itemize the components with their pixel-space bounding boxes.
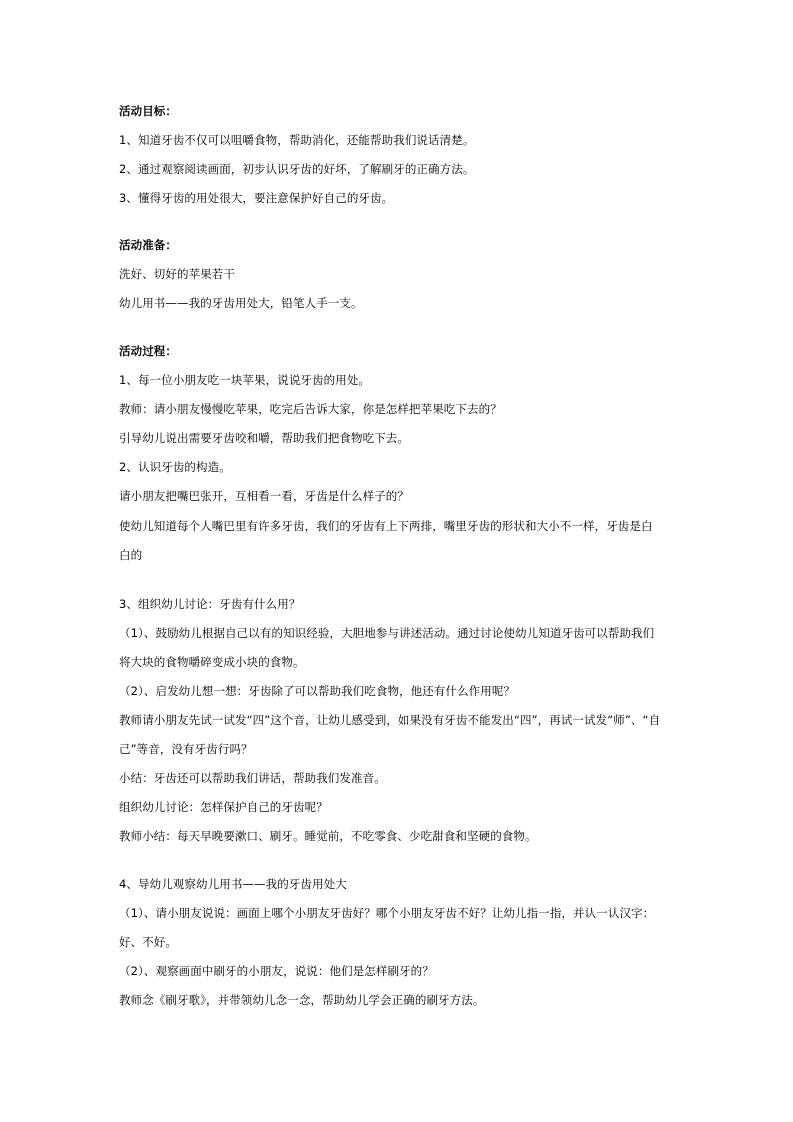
paragraph-line: 3、懂得牙齿的用处很大，要注意保护好自己的牙齿。 [119, 191, 394, 205]
paragraph-line: 教师念《刷牙歌》，并带领幼儿念一念，帮助幼儿学会正确的刷牙方法。 [119, 993, 485, 1007]
paragraph-line: 3、组织幼儿讨论：牙齿有什么用？ [119, 597, 301, 611]
paragraph-line: 白的 [119, 548, 143, 562]
paragraph-line: 将大块的食物嚼碎变成小块的食物。 [119, 655, 305, 669]
paragraph-line: （1）、请小朋友说说：画面上哪个小朋友牙齿好？哪个小朋友牙齿不好？让幼儿指一指，并认一认汉字： [119, 906, 655, 920]
paragraph-line: 4、导幼儿观察幼儿用书——我的牙齿用处大 [119, 877, 347, 891]
paragraph-line: 1、每一位小朋友吃一块苹果，说说牙齿的用处。 [119, 373, 371, 387]
paragraph-line: 教师：请小朋友慢慢吃苹果，吃完后告诉大家，你是怎样把苹果吃下去的？ [119, 402, 502, 416]
paragraph-line: 组织幼儿讨论：怎样保护自己的牙齿呢？ [119, 800, 328, 814]
paragraph-line: （2）、启发幼儿想一想：牙齿除了可以帮助我们吃食物，他还有什么作用呢？ [119, 684, 516, 698]
section-heading-preparation: 活动准备： [119, 238, 177, 252]
paragraph-line: （1）、鼓励幼儿根据自己以有的知识经验，大胆地参与讲述活动。通过讨论使幼儿知道牙齿可以帮助我们 [119, 626, 655, 640]
paragraph-line: 己”等音，没有牙齿行吗？ [119, 742, 253, 756]
paragraph-line: 小结：牙齿还可以帮助我们讲话，帮助我们发准音。 [119, 771, 386, 785]
paragraph-line: 好、不好。 [119, 935, 177, 949]
paragraph-line: 教师小结：每天早晚要漱口、刷牙。睡觉前，不吃零食、少吃甜食和坚硬的食物。 [119, 829, 537, 843]
paragraph-line: 教师请小朋友先试一试发“四”这个音，让幼儿感受到，如果没有牙齿不能发出“四”，再试一试发“师”、“自 [119, 713, 661, 727]
paragraph-line: 使幼儿知道每个人嘴巴里有许多牙齿，我们的牙齿有上下两排，嘴里牙齿的形状和大小不一样，牙齿是白 [119, 519, 653, 533]
paragraph-line: 洗好、切好的苹果若干 [119, 267, 235, 281]
paragraph-line: 幼儿用书——我的牙齿用处大，铅笔人手一支。 [119, 296, 363, 310]
section-heading-process: 活动过程： [119, 344, 177, 358]
paragraph-line: 引导幼儿说出需要牙齿咬和嚼，帮助我们把食物吃下去。 [119, 431, 409, 445]
paragraph-line: 2、通过观察阅读画面，初步认识牙齿的好坏，了解刷牙的正确方法。 [119, 162, 475, 176]
paragraph-line: 请小朋友把嘴巴张开，互相看一看，牙齿是什么样子的？ [119, 489, 409, 503]
paragraph-line: 1、知道牙齿不仅可以咀嚼食物，帮助消化，还能帮助我们说话清楚。 [119, 133, 475, 147]
paragraph-line: 2、认识牙齿的构造。 [119, 460, 231, 474]
paragraph-line: （2）、观察画面中刷牙的小朋友，说说：他们是怎样刷牙的？ [119, 964, 434, 978]
section-heading-goals: 活动目标： [119, 104, 177, 118]
